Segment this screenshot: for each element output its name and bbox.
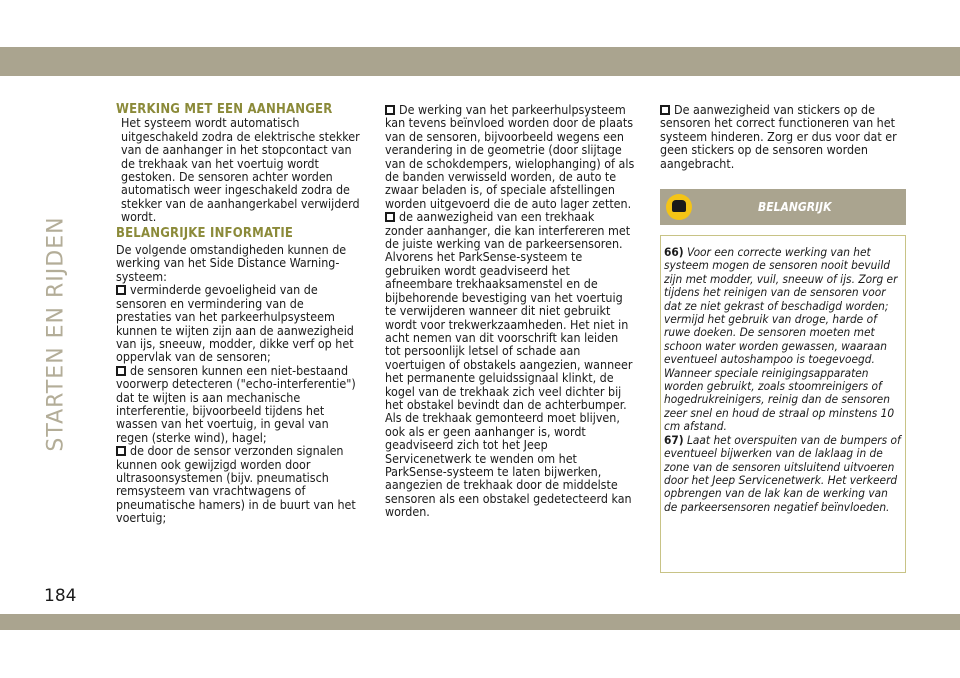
heading-important-info: BELANGRIJKE INFORMATIE: [116, 225, 294, 241]
warning-text: [664, 246, 904, 514]
warning-driver-icon: [666, 194, 692, 220]
heading-trailer-operation: WERKING MET EEN AANHANGER: [116, 102, 333, 117]
checkbox-bullet-icon: [116, 446, 126, 456]
header-band: [0, 47, 960, 76]
column-3: [660, 103, 908, 170]
checkbox-bullet-icon: [385, 212, 395, 222]
checkbox-bullet-icon: [116, 285, 126, 295]
footer-band: [0, 614, 960, 630]
warning-label: BELANGRIJK: [758, 200, 832, 214]
column-1: [116, 103, 361, 525]
note-number: 67): [664, 432, 684, 447]
list-item: De werking van het parkeerhulpsysteem kan tevens beïnvloed worden door de plaats van de sensoren, bijvoorbeeld wegens een verandering in de geometrie (door slijtage van de schokdempers, wielophanging) of als de banden verwisseld worden, de auto te zwaar beladen is, of speciale afstellingen worden uitgevoerd die de auto lager zetten.: [385, 102, 635, 211]
paragraph-conditions: De volgende omstandigheden kunnen de werking van het Side Distance Warning-systeem:: [116, 242, 347, 284]
list-item: verminderde gevoeligheid van de sensoren en vermindering van de prestaties van het parkeerhulpsysteem kunnen te wijten zijn aan de aanwezigheid van ijs, sneeuw, modder, dikke verf op het oppervlak van de sensoren;: [116, 282, 354, 365]
note-text: Laat het overspuiten van de bumpers of eventueel bijwerken van de laklaag in de zone van de sensoren uitsluitend uitvoeren door het Jeep Servicenetwerk. Het verkeerd opbrengen van de lak kan de werking van de parkeersensoren negatief beïnvloeden.: [664, 432, 901, 514]
list-item: De aanwezigheid van stickers op de sensoren het correct functioneren van het systeem hinderen. Zorg er dus voor dat er geen stickers op de sensoren worden aangebracht.: [660, 102, 897, 171]
note-number: 66): [664, 245, 684, 259]
list-item: de sensoren kunnen een niet-bestaand voorwerp detecteren ("echo-interferentie") dat te wijten is aan mechanische interferentie, bijvoorbeeld tijdens het wassen van het voertuig, in geval van regen (sterke wind), hagel;: [116, 362, 356, 445]
checkbox-bullet-icon: [385, 105, 395, 115]
list-item: de aanwezigheid van een trekhaak zonder aanhanger, die kan interfereren met de juiste werking van de parkeersensoren. Alvorens het ParkSense-systeem te gebruiken wordt geadviseerd het afneembare trekhaaksamenstel en de bijbehorende bevestiging van het voertuig te verwijderen wanneer dit niet gebruikt wordt voor trekwerkzaamheden. Het niet in acht nemen van dit voorschrift kan leiden tot persoonlijk letsel of schade aan voertuigen of obstakels aangezien, wanneer het permanente geluidssignaal klinkt, de kogel van de trekhaak zich veel dichter bij het obstakel bevindt dan de achterbumper. Als de trekhaak gemonteerd moet blijven, ook als er geen aanhanger is, wordt geadviseerd zich tot het Jeep Servicenetwerk te wenden om het ParkSense-systeem te laten bijwerken, aangezien de trekhaak door de middelste sensoren als een obstakel gedetecteerd kan worden.: [385, 209, 633, 520]
warning-header: [660, 189, 906, 225]
section-side-title: STARTEN EN RIJDEN: [43, 216, 69, 452]
list-item: de door de sensor verzonden signalen kunnen ook gewijzigd worden door ultrasoonsystemen (bijv. pneumatisch remsysteem van vrachtwagens of pneumatische hamers) in de buurt van het voertuig;: [116, 443, 356, 526]
column-2: [385, 103, 635, 519]
paragraph-trailer: Het systeem wordt automatisch uitgeschakeld zodra de elektrische stekker van de aanhanger in het stopcontact van de trekhaak van het voertuig wordt gestoken. De sensoren achter worden automatisch weer ingeschakeld zodra de stekker van de aanhangerkabel verwijderd wordt.: [121, 115, 360, 225]
page-number: 184: [44, 586, 77, 606]
note-text: Voor een correcte werking van het systeem mogen de sensoren nooit bevuild zijn met modder, vuil, sneeuw of ijs. Zorg er tijdens het reinigen van de sensoren voor dat ze niet gekrast of beschadigd worden; vermijd het gebruik van droge, harde of ruwe doeken. De sensoren moeten met schoon water worden gewassen, waaraan eventueel autoshampoo is toegevoegd. Wanneer speciale reinigingsapparaten worden gebruikt, zoals stoomreinigers of hogedrukreinigers, reinig dan de sensoren zeer snel en houd de straal op minstens 10 cm afstand.: [664, 245, 898, 434]
checkbox-bullet-icon: [660, 105, 670, 115]
checkbox-bullet-icon: [116, 366, 126, 376]
